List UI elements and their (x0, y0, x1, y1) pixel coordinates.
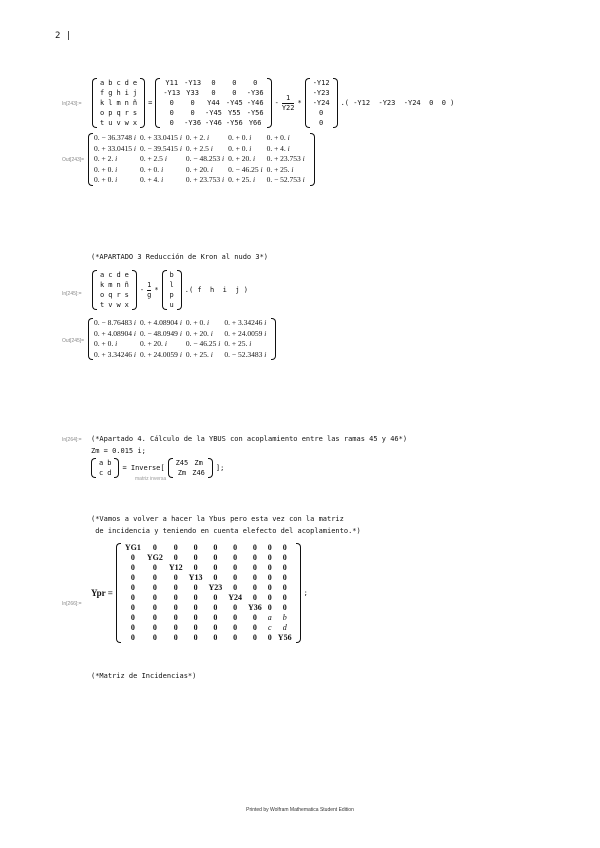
ypr-cell: 0 (193, 633, 198, 642)
row-vector: .( f h i j ) (184, 286, 248, 294)
lhs-cell: v (116, 119, 121, 127)
ypr-cell: 0 (267, 603, 272, 612)
ybus-cell: 0 (211, 79, 216, 87)
ypr-cell: 0 (193, 593, 198, 602)
out245-cell: 0. + 3.34246 i (224, 318, 267, 327)
colvec-cell: b (169, 271, 174, 279)
inner-cell: Z46 (192, 469, 205, 477)
ypr-cell: 0 (130, 583, 135, 592)
lhs-cell: ñ (124, 281, 129, 289)
ypr-cell: 0 (233, 603, 238, 612)
ybus-cell: Y44 (207, 99, 220, 107)
comment-apartado4: (*Apartado 4. Cálculo de la YBUS con acoplamiento entre las ramas 45 y 46*) (91, 435, 408, 443)
ypr-cell: 0 (213, 543, 218, 552)
ypr-cell: 0 (282, 573, 287, 582)
lhs-cell: k (100, 281, 105, 289)
ypr-cell: 0 (152, 603, 157, 612)
lhs-cell: o (100, 109, 105, 117)
ybus-cell: 0 (232, 89, 237, 97)
lhs-cell: r (116, 291, 121, 299)
out243-cell: 0. + 33.0415 i (139, 133, 182, 142)
out243-cell: 0. + 23.753 i (266, 154, 305, 163)
out243-cell: 0. + 23.753 i (185, 175, 225, 184)
ypr-cell: 0 (267, 583, 272, 592)
lhs-row (97, 468, 113, 478)
inner-cell: Z45 (175, 459, 189, 467)
colvec-row (168, 300, 176, 310)
ypr-matrix (116, 543, 301, 643)
ypr-cell: a (267, 613, 272, 622)
out243-row (94, 175, 309, 186)
ypr-cell: 0 (282, 543, 287, 552)
lhs-cell: f (100, 89, 105, 97)
ypr-cell: Y23 (208, 583, 223, 592)
colvec-row (311, 88, 332, 98)
ypr-cell: 0 (213, 553, 218, 562)
inner-row (174, 458, 207, 468)
lhs-cell: ñ (132, 99, 138, 107)
ypr-cell: 0 (252, 553, 257, 562)
colvec-row (311, 98, 332, 108)
ypr-cell: 0 (233, 583, 238, 592)
out245-cell: 0. + 24.0059 i (139, 349, 182, 359)
ypr-cell: d (282, 623, 287, 632)
ybus-cell: 0 (169, 119, 174, 127)
comment-vamos-1: (*Vamos a volver a hacer la Ybus pero esta vez con la matriz (91, 515, 344, 523)
ybus-cell: Y11 (165, 79, 179, 87)
lhs-matrix (91, 458, 119, 478)
lhs-cell: x (132, 119, 138, 127)
ypr-cell: c (268, 623, 272, 632)
lhs-cell: q (116, 109, 121, 117)
ypr-cell: 0 (130, 623, 135, 632)
out243-row (94, 144, 309, 155)
lhs-cell: a (100, 79, 105, 87)
ybus-cell: Y66 (248, 119, 262, 127)
ypr-cell: 0 (130, 603, 135, 612)
ybus-cell: Y33 (186, 89, 199, 97)
out243-cell: 0. + 0. i (228, 143, 252, 153)
input-label-264: In[264]:= (62, 437, 82, 443)
lhs-cell: i (124, 89, 129, 97)
out245-cell: 0. − 46.25 i (185, 339, 221, 348)
colvec-cell: p (169, 291, 174, 299)
out245-cell: 0. + 25. i (185, 349, 213, 359)
ybus-cell: -Y13 (184, 79, 202, 87)
comment-incidencias: (*Matriz de Incidencias*) (91, 672, 197, 680)
ypr-row (122, 583, 295, 593)
comment-vamos-2: de incidencia y teniendo en cuenta elefecto del acoplamiento.*) (91, 527, 361, 535)
ypr-cell: 0 (130, 553, 135, 562)
lhs-cell: q (108, 291, 113, 299)
lhs-cell: u (108, 119, 113, 127)
out243-cell: 0. + 0. i (266, 133, 290, 142)
out243-cell: 0. + 25. i (228, 175, 256, 184)
ybus-cell: -Y46 (205, 119, 222, 127)
ybus-row (161, 88, 265, 98)
ypr-cell: 0 (267, 593, 272, 602)
lhs-cell: s (124, 291, 129, 299)
lhs-cell: k (100, 99, 105, 107)
ypr-cell: 0 (233, 633, 238, 642)
ybus-cell: 0 (190, 99, 195, 107)
ypr-cell: 0 (130, 613, 135, 622)
out245-cell: 0. + 20. i (185, 328, 213, 338)
ypr-cell: 0 (193, 543, 198, 552)
out243-cell: 0. − 46.25 i (228, 164, 263, 174)
ybus-cell: -Y56 (225, 119, 243, 127)
ypr-cell: 0 (173, 593, 178, 602)
ypr-cell: 0 (252, 543, 257, 552)
lhs-row (98, 108, 139, 118)
lhs-cell: n (124, 99, 129, 107)
ypr-cell: Y36 (248, 603, 262, 612)
ybus-cell: 0 (232, 79, 237, 87)
column-vector (305, 78, 338, 128)
lhs-cell: n (116, 281, 121, 289)
ybus-row (161, 98, 265, 108)
output-label-243: Out[243]= (62, 157, 85, 163)
ybus-matrix (155, 78, 271, 128)
ypr-cell: 0 (213, 563, 218, 572)
ypr-cell: 0 (173, 573, 178, 582)
ypr-cell: 0 (252, 613, 257, 622)
input-label-245: In[245]:= (62, 291, 82, 297)
ypr-row (122, 553, 295, 563)
output-cell-243 (88, 133, 315, 190)
lhs-cell: a (100, 271, 105, 279)
lhs-cell: l (108, 99, 113, 107)
ybus-cell: -Y56 (246, 109, 264, 117)
lhs-cell: b (108, 79, 113, 87)
ypr-cell: 0 (267, 553, 272, 562)
lhs-matrix (92, 78, 145, 128)
ypr-cell: 0 (193, 613, 198, 622)
colvec-cell: -Y23 (312, 89, 330, 97)
row-vector: .( -Y12 -Y23 -Y24 0 0 ) (340, 99, 455, 107)
ybus-cell: -Y45 (225, 99, 243, 107)
lhs-cell: p (108, 109, 113, 117)
ypr-cell: 0 (267, 543, 272, 552)
lhs-cell: d (116, 271, 121, 279)
colvec-row (311, 108, 332, 118)
ypr-cell: 0 (282, 593, 287, 602)
colvec-cell: -Y12 (312, 79, 330, 87)
ypr-cell: 0 (233, 563, 238, 572)
ypr-cell: 0 (152, 593, 157, 602)
lhs-cell: s (132, 109, 138, 117)
ypr-cell: Y13 (188, 573, 203, 582)
lhs-cell: c (108, 271, 113, 279)
ypr-cell: 0 (173, 543, 178, 552)
zm-assignment[interactable]: Zm = 0.015 i; (91, 447, 146, 455)
out243-cell: 0. + 20. i (228, 154, 256, 163)
ypr-cell: 0 (267, 633, 272, 642)
fraction: $\frac{1}{Y22}$ (281, 93, 295, 112)
ypr-row (122, 593, 295, 603)
colvec-row (168, 290, 176, 300)
colvec-row (168, 270, 176, 280)
ypr-cell: 0 (173, 603, 178, 612)
lhs-cell: m (116, 99, 121, 107)
out245-cell: 0. + 25. i (224, 339, 252, 348)
out243-cell: 0. + 20. i (185, 164, 213, 174)
ypr-cell: 0 (252, 623, 257, 632)
out245-cell: 0. − 48.0949 i (139, 328, 182, 338)
out243-cell: 0. + 2.5 i (185, 143, 213, 153)
ypr-cell: 0 (173, 613, 178, 622)
ypr-cell: 0 (130, 593, 135, 602)
lhs-row (98, 280, 131, 290)
out245-cell: 0. + 3.34246 i (94, 349, 136, 359)
out245-cell: 0. + 0. i (94, 339, 118, 348)
out245-cell: 0. + 4.08904 i (139, 318, 182, 327)
out245-cell: 0. + 0. i (185, 318, 210, 327)
input-label-266: In[266]:= (62, 601, 82, 607)
ybus-row (161, 118, 265, 128)
ypr-cell: 0 (267, 563, 272, 572)
out243-cell: 0. + 4. i (139, 175, 164, 184)
ypr-cell: 0 (282, 553, 287, 562)
input-cell-243[interactable]: a b c d e f g h i j k l m n ñ o p q r s t u v w x = Y11 -Y13 0 0 0 -Y13 Y33 0 0 -Y36 0 0 Y44 -Y45 -Y46 0 0 -Y45 Y55 -Y56 0 -Y36 -Y46 -Y56 Y66 - $\frac{1}{Y22}$ * -Y12 -Y23 -Y24 0 0 .( -Y12 -Y23 -Y24 0 0 ) (92, 78, 457, 128)
ypr-cell: 0 (252, 583, 257, 592)
lhs-cell: r (124, 109, 129, 117)
column-vector (162, 270, 182, 310)
input-cell-266[interactable]: Ypr = YG1 0 0 0 0 0 0 0 0 0 YG2 0 0 0 0 0 0 0 0 0 Y12 0 0 0 0 0 0 0 0 0 Y13 0 0 0 0 0 0 0 0 0 Y23 0 0 0 0 0 0 0 0 0 Y24 0 0 0 0 0 0 0 0 0 Y36 0 0 0 0 0 0 0 0 0 a b 0 0 0 0 0 0 0 c d 0 0 0 0 0 0 0 0 Y56 ; (91, 543, 308, 642)
ypr-cell: 0 (282, 603, 287, 612)
ypr-cell: 0 (173, 553, 178, 562)
lhs-cell: t (100, 119, 105, 127)
lhs-cell: t (100, 301, 105, 309)
ypr-cell: 0 (173, 583, 178, 592)
out243-cell: 0. + 4. i (266, 143, 290, 153)
ybus-row (161, 78, 265, 88)
ypr-cell: 0 (233, 553, 238, 562)
colvec-cell: 0 (319, 109, 324, 117)
ypr-cell: 0 (193, 623, 198, 632)
lhs-row (98, 290, 131, 300)
ypr-lhs: Ypr = (91, 588, 113, 598)
out245-row (94, 329, 270, 340)
out245-cell: 0. − 8.76483 i (94, 318, 136, 327)
ybus-cell: 0 (169, 109, 174, 117)
lhs-cell: d (124, 79, 129, 87)
ypr-cell: 0 (213, 603, 218, 612)
out243-cell: 0. + 0. i (94, 164, 118, 174)
out243-cell: 0. + 2. i (185, 133, 210, 142)
lhs-cell: w (124, 119, 129, 127)
ypr-cell: 0 (282, 583, 287, 592)
ypr-cell: 0 (213, 633, 218, 642)
ybus-cell: -Y36 (184, 119, 202, 127)
inverse-assignment[interactable]: a b c d = Inverse[ Z45 Zm Zm Z46 ]; (91, 458, 227, 478)
ypr-cell: 0 (130, 573, 135, 582)
ypr-cell: 0 (233, 613, 238, 622)
ypr-row (122, 563, 295, 573)
out243-cell: 0. + 2. i (94, 154, 118, 163)
ypr-cell: 0 (252, 563, 257, 572)
ybus-cell: 0 (211, 89, 216, 97)
ybus-row (161, 108, 265, 118)
inner-cell: Zm (194, 459, 203, 467)
out245-row (94, 318, 270, 329)
ypr-cell: 0 (213, 623, 218, 632)
lhs-cell: o (100, 291, 105, 299)
fraction: $\frac{1}{g}$ (147, 280, 152, 299)
lhs-row (97, 458, 113, 468)
ypr-cell: 0 (173, 633, 178, 642)
out243-cell: 0. + 2.5 i (139, 154, 167, 163)
colvec-cell: -Y24 (312, 99, 330, 107)
ypr-cell: YG2 (146, 553, 163, 562)
ypr-cell: 0 (152, 563, 157, 572)
lhs-row (98, 270, 131, 280)
ypr-cell: 0 (213, 593, 218, 602)
ypr-row (122, 543, 295, 553)
out243-cell: 0. − 39.5415 i (139, 143, 182, 153)
ybus-cell: Y55 (227, 109, 241, 117)
lhs-cell: a (99, 459, 104, 467)
lhs-row (98, 300, 131, 310)
lhs-cell: e (132, 79, 138, 87)
ypr-cell: 0 (152, 623, 157, 632)
out243-row (94, 154, 309, 165)
ypr-cell: 0 (130, 633, 135, 642)
ybus-cell: -Y45 (205, 109, 222, 117)
lhs-cell: g (108, 89, 113, 97)
out243-cell: 0. − 36.3748 i (94, 133, 136, 142)
ypr-cell: 0 (267, 573, 272, 582)
out245-cell: 0. − 52.3483 i (224, 349, 267, 359)
ypr-row (122, 623, 295, 633)
ypr-row (122, 613, 295, 623)
out243-cell: 0. + 0. i (139, 164, 164, 174)
ypr-cell: Y24 (228, 593, 243, 602)
ybus-cell: 0 (253, 79, 258, 87)
ypr-cell: 0 (193, 553, 198, 562)
lhs-matrix (92, 270, 137, 310)
lhs-cell: w (116, 301, 121, 309)
ybus-cell: 0 (169, 99, 174, 107)
ypr-cell: 0 (213, 613, 218, 622)
page-number: 2 | (55, 31, 72, 41)
out243-cell: 0. + 33.0415 i (94, 143, 136, 153)
out243-cell: 0. − 52.753 i (266, 175, 305, 184)
input-cell-245[interactable]: a c d e k m n ñ o q r s t v w x - $\frac{1}{g}$ * b l p u .( f h i j ) (92, 270, 251, 310)
lhs-cell: h (116, 89, 121, 97)
lhs-cell: b (107, 459, 112, 467)
colvec-cell: l (169, 281, 174, 289)
out245-cell: 0. + 4.08904 i (94, 328, 136, 338)
lhs-cell: c (99, 469, 104, 477)
ypr-cell: 0 (152, 633, 157, 642)
out245-cell: 0. + 20. i (139, 339, 167, 348)
lhs-row (98, 78, 139, 88)
ybus-cell: -Y36 (246, 89, 264, 97)
lhs-cell: e (124, 271, 129, 279)
output-cell-245 (88, 318, 276, 364)
lhs-row (98, 98, 139, 108)
ypr-cell: 0 (252, 573, 257, 582)
ypr-cell: 0 (152, 613, 157, 622)
ypr-cell: Y12 (168, 563, 183, 572)
ypr-row (122, 603, 295, 613)
out243-cell: 0. + 0. i (228, 133, 252, 142)
colvec-row (168, 280, 176, 290)
input-label-243: In[243]:= (62, 101, 82, 107)
lhs-cell: m (108, 281, 113, 289)
inner-row (174, 468, 207, 478)
ypr-cell: Y56 (277, 633, 292, 642)
footer: Printed by Wolfram Mathematica Student Edition (246, 807, 354, 813)
lhs-row (98, 88, 139, 98)
ypr-cell: YG1 (124, 543, 141, 552)
lhs-cell: x (124, 301, 129, 309)
ypr-cell: 0 (233, 573, 238, 582)
ybus-cell: -Y46 (246, 99, 264, 107)
lhs-cell: d (107, 469, 112, 477)
ypr-cell: 0 (252, 633, 257, 642)
out243-cell: 0. + 25. i (266, 164, 294, 174)
out243-cell: 0. − 48.253 i (185, 154, 225, 163)
lhs-cell: c (116, 79, 121, 87)
comment-kron: (*APARTADO 3 Reducción de Kron al nudo 3*) (91, 253, 269, 261)
ypr-cell: b (282, 613, 287, 622)
ypr-cell: 0 (130, 563, 135, 572)
ypr-cell: 0 (282, 563, 287, 572)
out245-row (94, 339, 270, 350)
ypr-cell: 0 (152, 543, 157, 552)
colvec-row (311, 118, 332, 128)
lhs-row (98, 118, 139, 128)
ypr-row (122, 633, 295, 643)
tooltip-note: matriz inversa (135, 476, 167, 482)
ypr-cell: 0 (233, 623, 238, 632)
ypr-cell: 0 (152, 583, 157, 592)
ypr-cell: 0 (152, 573, 157, 582)
ybus-cell: -Y13 (163, 89, 181, 97)
colvec-cell: 0 (319, 119, 324, 127)
lhs-cell: j (132, 89, 138, 97)
ypr-row (122, 573, 295, 583)
out243-row (94, 133, 309, 144)
out243-row (94, 165, 309, 176)
inner-matrix (168, 458, 213, 478)
ypr-cell: 0 (173, 623, 178, 632)
ypr-cell: 0 (193, 563, 198, 572)
out245-cell: 0. + 24.0059 i (224, 328, 267, 338)
output-label-245: Out[245]= (62, 338, 85, 344)
ypr-cell: 0 (213, 573, 218, 582)
ypr-cell: 0 (252, 593, 257, 602)
colvec-cell: u (169, 301, 174, 309)
colvec-row (311, 78, 332, 88)
inner-cell: Zm (177, 469, 187, 477)
ypr-cell: 0 (193, 603, 198, 612)
ybus-cell: 0 (190, 109, 195, 117)
out245-row (94, 350, 270, 361)
ypr-cell: 0 (233, 543, 238, 552)
out243-cell: 0. + 0. i (94, 175, 118, 184)
lhs-cell: v (108, 301, 113, 309)
ypr-cell: 0 (193, 583, 198, 592)
